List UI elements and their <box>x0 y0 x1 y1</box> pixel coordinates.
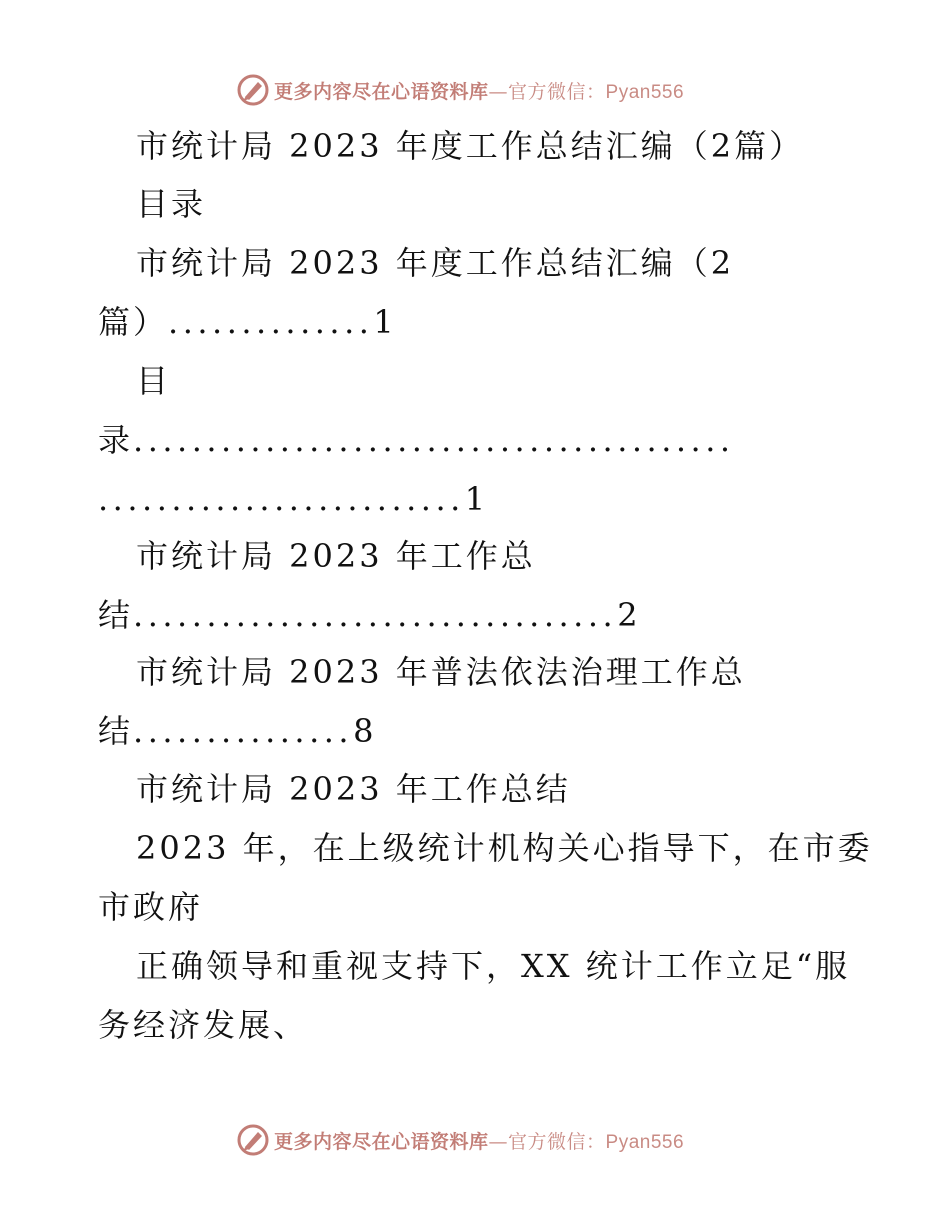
document-title: 市统计局 2023 年度工作总结汇编（2篇） <box>136 127 805 165</box>
toc-entry-2-page: 1 <box>464 480 489 518</box>
watermark-dash: — <box>488 1130 509 1153</box>
toc-entry-3-line1[interactable]: 市统计局 2023 年工作总 <box>136 537 536 575</box>
toc-entry-1-line2[interactable] <box>98 302 397 342</box>
toc-entry-4-page: 8 <box>353 712 377 750</box>
toc-entry-4-line2[interactable] <box>98 711 376 751</box>
toc-entry-1-text: 篇） <box>98 303 169 341</box>
section-title: 市统计局 2023 年工作总结 <box>136 770 571 808</box>
paragraph-2-line1: 正确领导和重视支持下，XX 统计工作立足“服 <box>136 947 851 985</box>
watermark-wechat-label: 官方微信： <box>508 80 606 103</box>
toc-entry-4-leader: ............... <box>133 712 354 750</box>
pen-logo-icon <box>236 73 270 107</box>
toc-entry-4-text: 结 <box>98 712 134 750</box>
toc-entry-2-line1[interactable]: 目 <box>136 362 172 400</box>
toc-entry-2-leader: ......................................... <box>133 421 735 459</box>
watermark-banner-top <box>236 72 716 108</box>
toc-entry-2-line3[interactable] <box>98 479 488 519</box>
toc-entry-1-line1[interactable]: 市统计局 2023 年度工作总结汇编（2 <box>136 244 735 282</box>
paragraph-1-line2: 市政府 <box>98 888 204 926</box>
watermark-wechat-id: Pyan556 <box>605 1131 685 1153</box>
toc-entry-2-text: 录 <box>98 421 134 459</box>
toc-entry-2-leader-cont: ......................... <box>98 480 465 518</box>
watermark-wechat-id: Pyan556 <box>605 81 685 103</box>
toc-entry-2-line2[interactable] <box>98 420 735 460</box>
watermark-dash: — <box>488 80 509 103</box>
toc-entry-3-line2[interactable] <box>98 595 641 635</box>
watermark-banner-bottom <box>236 1122 716 1158</box>
watermark-wechat-label: 官方微信： <box>508 1130 606 1153</box>
toc-entry-4-line1[interactable]: 市统计局 2023 年普法依法治理工作总 <box>136 653 746 691</box>
toc-entry-1-page: 1 <box>373 303 397 341</box>
paragraph-1-line1: 2023 年，在上级统计机构关心指导下，在市委 <box>136 829 873 867</box>
toc-entry-3-leader: ................................. <box>133 596 618 634</box>
toc-entry-3-text: 结 <box>98 596 134 634</box>
watermark-text: 更多内容尽在心语资料库 <box>274 1130 489 1153</box>
toc-heading: 目录 <box>136 185 207 223</box>
paragraph-2-line2: 务经济发展、 <box>98 1006 309 1044</box>
toc-entry-1-leader: .............. <box>168 303 374 341</box>
pen-logo-icon <box>236 1123 270 1157</box>
watermark-text: 更多内容尽在心语资料库 <box>274 80 489 103</box>
toc-entry-3-page: 2 <box>617 596 641 634</box>
